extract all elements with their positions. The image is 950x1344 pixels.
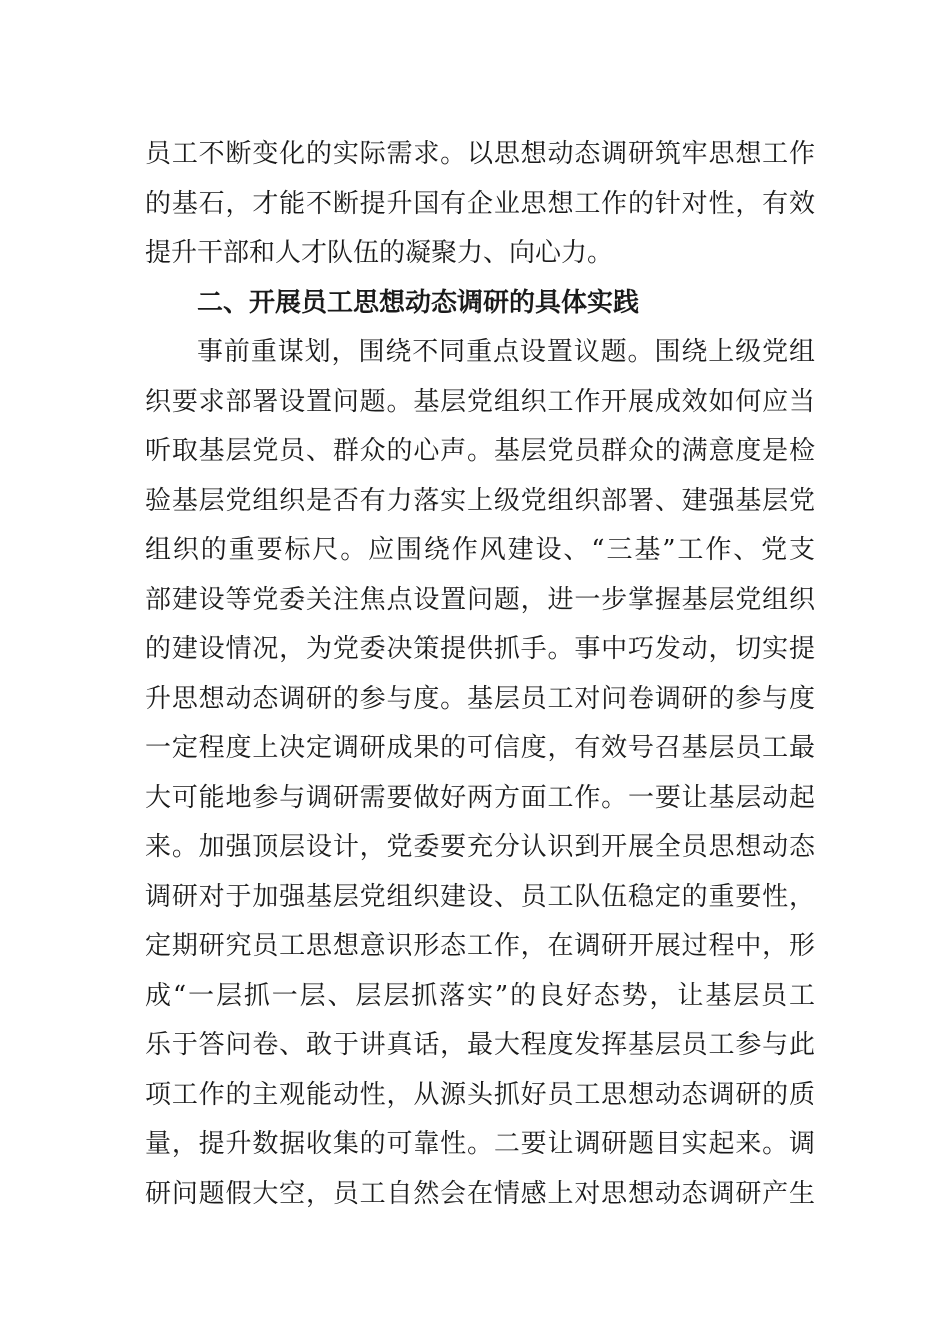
text-line: 的基石，才能不断提升国有企业思想工作的针对性，有效 [145, 188, 815, 219]
text-line: 调研对于加强基层党组织建设、员工队伍稳定的重要性， [145, 881, 815, 912]
text-line: 乐于答问卷、敢于讲真话，最大程度发挥基层员工参与此 [145, 1030, 815, 1060]
text-line: 组织的重要标尺。应围绕作风建设、“三基”工作、党支 [145, 535, 815, 565]
text-line: 项工作的主观能动性，从源头抓好员工思想动态调研的质 [145, 1079, 815, 1110]
text-line: 一定程度上决定调研成果的可信度，有效号召基层员工最 [145, 733, 815, 763]
text-line: 升思想动态调研的参与度。基层员工对问卷调研的参与度 [145, 683, 815, 714]
text-line: 织要求部署设置问题。基层党组织工作开展成效如何应当 [145, 386, 815, 417]
text-line: 提升干部和人才队伍的凝聚力、向心力。 [145, 238, 614, 268]
document-body [145, 130, 815, 1219]
text-line: 听取基层党员、群众的心声。基层党员群众的满意度是检 [145, 436, 815, 466]
text-line: 来。加强顶层设计，党委要充分认识到开展全员思想动态 [145, 832, 815, 862]
text-line: 研问题假大空，员工自然会在情感上对思想动态调研产生 [145, 1178, 815, 1209]
text-line: 大可能地参与调研需要做好两方面工作。一要让基层动起 [145, 782, 815, 813]
text-line: 事前重谋划，围绕不同重点设置议题。围绕上级党组 [197, 337, 815, 367]
section-heading: 二、开展员工思想动态调研的具体实践 [197, 287, 640, 318]
text-line: 定期研究员工思想意识形态工作，在调研开展过程中，形 [145, 931, 815, 961]
text-line: 成“一层抓一层、层层抓落实”的良好态势，让基层员工 [145, 980, 815, 1011]
text-line: 员工不断变化的实际需求。以思想动态调研筑牢思想工作 [145, 139, 815, 169]
text-line: 量，提升数据收集的可靠性。二要让调研题目实起来。调 [145, 1129, 815, 1159]
text-line: 的建设情况，为党委决策提供抓手。事中巧发动，切实提 [145, 634, 815, 664]
text-line: 部建设等党委关注焦点设置问题，进一步掌握基层党组织 [145, 584, 815, 615]
text-line: 验基层党组织是否有力落实上级党组织部署、建强基层党 [145, 485, 815, 516]
